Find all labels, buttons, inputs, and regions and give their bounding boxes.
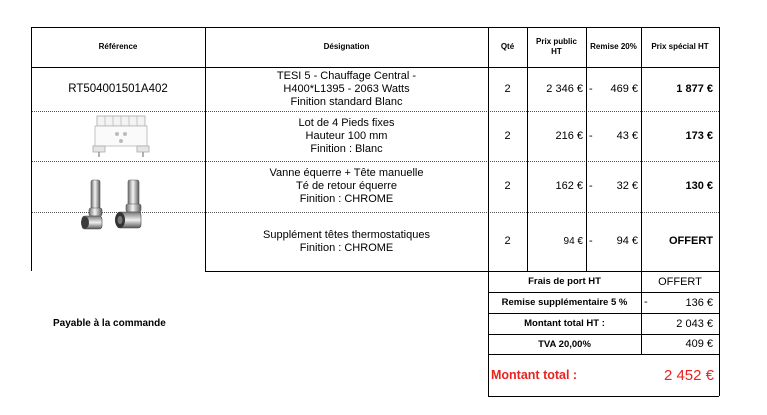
row2-designation-line3: Finition : Blanc xyxy=(310,142,383,155)
header-remise: Remise 20% xyxy=(590,42,637,51)
row4-designation-line1: Supplément têtes thermostatiques xyxy=(263,228,430,241)
radiator-feet-icon xyxy=(91,114,151,158)
row1-qte: 2 xyxy=(504,82,511,95)
col-border-6 xyxy=(719,27,720,271)
row3-designation-line3: Finition : CHROME xyxy=(299,193,394,205)
row4-qte: 2 xyxy=(504,235,511,247)
total-value: 2 452 € xyxy=(663,366,714,384)
payment-note: Payable à la commande xyxy=(53,318,166,329)
remise-sup-value: 136 € xyxy=(685,296,713,309)
remise-sup-sign: - xyxy=(644,296,648,308)
header-prix-public-line1: Prix public xyxy=(536,37,577,46)
row3-prix-special: 130 € xyxy=(685,180,713,192)
row1-designation-line3: Finition standard Blanc xyxy=(290,95,403,108)
row4-prix-public: 94 € xyxy=(563,236,583,247)
header-qte: Qté xyxy=(500,42,515,51)
row3-designation xyxy=(205,161,488,212)
tva-value: 409 € xyxy=(685,338,713,350)
montant-ht-value: 2 043 € xyxy=(676,317,713,330)
row3-designation-line2: Té de retour équerre xyxy=(296,180,397,192)
row4-designation-line2: Finition : CHROME xyxy=(299,241,394,254)
row1-reference: RT504001501A402 xyxy=(68,82,168,95)
row3-remise-sign: - xyxy=(589,180,593,192)
row1-designation-line2: H400*L1395 - 2063 Watts xyxy=(283,82,410,95)
row3-remise: 32 € xyxy=(616,180,638,192)
montant-ht-label: Montant total HT : xyxy=(524,318,605,329)
total-label: Montant total : xyxy=(491,368,578,382)
row4-designation xyxy=(205,212,488,271)
header-designation: Désignation xyxy=(323,42,370,51)
row2-prix-special: 173 € xyxy=(685,129,713,142)
row1-remise: 469 € xyxy=(610,82,638,95)
row2-remise-sign: - xyxy=(589,129,593,142)
row3-prix-public: 162 € xyxy=(555,180,583,192)
row2-designation-line1: Lot de 4 Pieds fixes xyxy=(298,116,395,129)
valve-icon xyxy=(79,178,155,234)
row1-remise-sign: - xyxy=(589,82,593,95)
row1-designation xyxy=(205,67,488,111)
row4-remise-sign: - xyxy=(589,235,593,247)
row4-remise: 94 € xyxy=(616,235,638,247)
row4-prix-special: OFFERT xyxy=(669,235,713,247)
header-prix-special: Prix spécial HT xyxy=(651,42,709,51)
row1-designation-line1: TESI 5 - Chauffage Central - xyxy=(276,69,417,82)
header-prix-public-line2: HT xyxy=(551,47,562,56)
row3-designation-line1: Vanne équerre + Tête manuelle xyxy=(269,167,424,179)
tva-label: TVA 20,00% xyxy=(538,338,591,350)
summary-bottom xyxy=(488,396,719,397)
summary-right-border xyxy=(719,271,720,396)
row1-prix-public: 2 346 € xyxy=(546,82,583,95)
row2-remise: 43 € xyxy=(616,129,638,142)
row2-designation-line2: Hauteur 100 mm xyxy=(305,129,388,142)
frais-port-value: OFFERT xyxy=(658,275,702,288)
row2-qte: 2 xyxy=(504,129,511,142)
header-prix-public xyxy=(527,27,586,67)
row1-prix-special: 1 877 € xyxy=(676,82,713,95)
row3-qte: 2 xyxy=(504,180,511,192)
row2-prix-public: 216 € xyxy=(555,129,583,142)
remise-sup-label: Remise supplémentaire 5 % xyxy=(501,297,628,308)
frais-port-label: Frais de port HT xyxy=(528,276,601,287)
row2-designation xyxy=(205,111,488,161)
header-reference: Référence xyxy=(98,42,138,51)
